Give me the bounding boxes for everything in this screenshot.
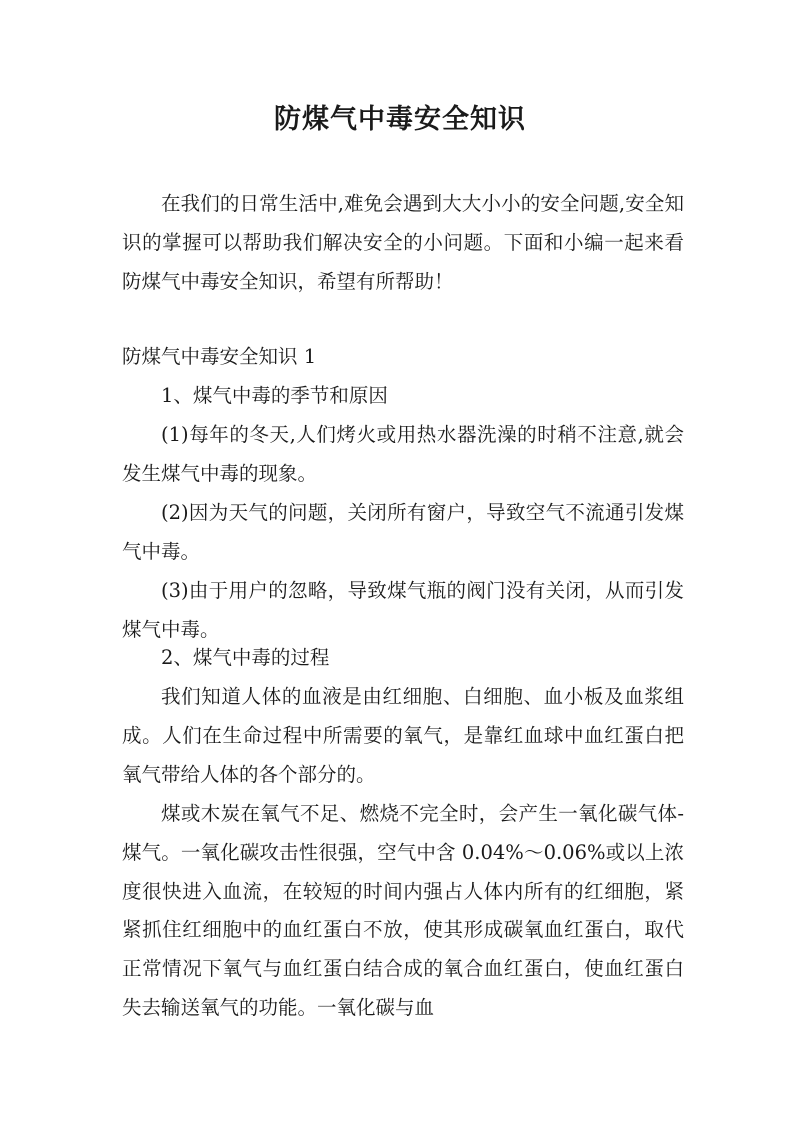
section-subtitle: 防煤气中毒安全知识 1 xyxy=(122,345,317,368)
document-title: 防煤气中毒安全知识 xyxy=(274,104,526,135)
section1-heading: 1、煤气中毒的季节和原因 xyxy=(161,384,388,407)
section1-item: (3)由于用户的忽略，导致煤气瓶的阀门没有关闭，从而引发煤气中毒。 xyxy=(122,579,684,641)
section1-item: (1)每年的冬天,人们烤火或用热水器洗澡的时稍不注意,就会发生煤气中毒的现象。 xyxy=(122,423,684,485)
section1-item: (2)因为天气的问题，关闭所有窗户，导致空气不流通引发煤气中毒。 xyxy=(122,501,684,563)
section2-paragraph: 煤或木炭在氧气不足、燃烧不完全时，会产生一氧化碳气体-煤气。一氧化碳攻击性很强，空气中含 0.04%～0.06%或以上浓度很快进入血流，在较短的时间内强占人体内所有的红细胞，紧紧抓住红细胞中的血红蛋白不放，使其形成碳氧血红蛋白，取代正常情况下氧气与血红蛋白结合成的氧合血红蛋白，使血红蛋白失去输送氧气的功能。一氧化碳与血 xyxy=(122,802,684,1019)
intro-paragraph: 在我们的日常生活中,难免会遇到大大小小的安全问题,安全知识的掌握可以帮助我们解决安全的小问题。下面和小编一起来看防煤气中毒安全知识，希望有所帮助！ xyxy=(122,192,684,293)
section2-heading: 2、煤气中毒的过程 xyxy=(161,646,330,669)
section2-paragraph: 我们知道人体的血液是由红细胞、白细胞、血小板及血浆组成。人们在生命过程中所需要的氧气，是靠红血球中血红蛋白把氧气带给人体的各个部分的。 xyxy=(122,685,684,786)
